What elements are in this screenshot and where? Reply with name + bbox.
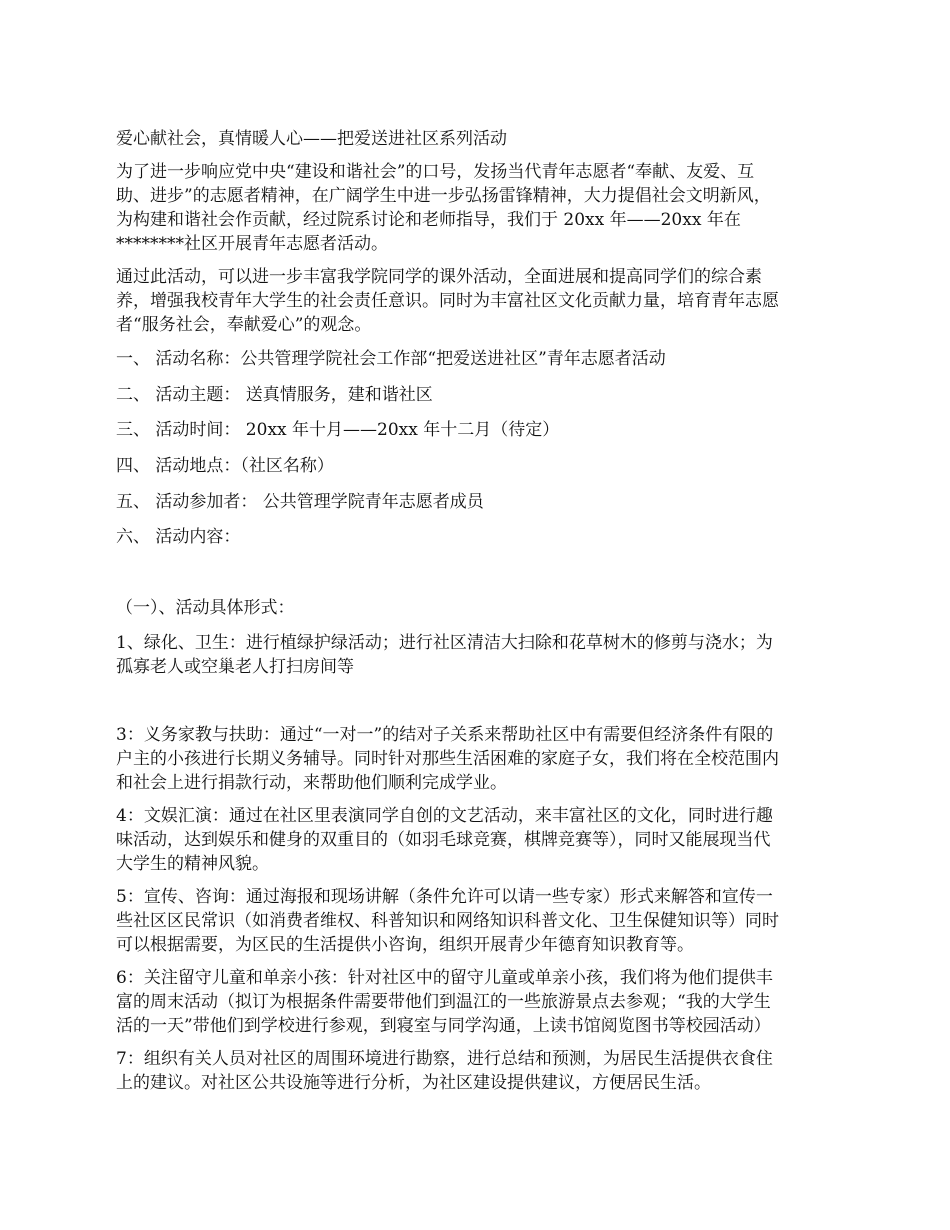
- intro-line: ********社区开展青年志愿者活动。: [116, 234, 388, 254]
- intro-line: 为了进一步响应党中央“建设和谐社会”的口号，发扬当代青年志愿者“奉献、友爱、互: [116, 162, 755, 182]
- purpose-line: 养，增强我校青年大学生的社会责任意识。同时为丰富社区文化贡献力量，培育青年志愿: [116, 291, 779, 311]
- paragraph-line: 大学生的精神风貌。: [116, 854, 269, 874]
- paragraph-line: 孤寡老人或空巢老人打扫房间等: [116, 657, 354, 677]
- paragraph-line: 4：文娱汇演：通过在社区里表演同学自创的文艺活动，来丰富社区的文化，同时进行趣: [116, 806, 773, 826]
- document-title: 爱心献社会，真情暖人心——把爱送进社区系列活动: [116, 129, 507, 149]
- paragraph-line: 上的建议。对社区公共设施等进行分析，为社区建设提供建议，方便居民生活。: [116, 1073, 711, 1093]
- list-item-activity-location: 四、 活动地点：（社区名称）: [116, 456, 334, 476]
- purpose-line: 通过此活动，可以进一步丰富我学院同学的课外活动，全面进展和提高同学们的综合素: [116, 267, 762, 287]
- sub-heading: （一）、活动具体形式：: [116, 598, 295, 618]
- intro-line: 为构建和谐社会作贡献，经过院系讨论和老师指导，我们于 20xx 年——20xx 年在: [116, 210, 741, 230]
- paragraph-line: 户主的小孩进行长期义务辅导。同时针对那些生活困难的家庭子女，我们将在全校范围内: [116, 749, 779, 769]
- paragraph-line: 7：组织有关人员对社区的周围环境进行勘察，进行总结和预测，为居民生活提供衣食住: [116, 1049, 773, 1069]
- list-item-activity-name: 一、 活动名称：公共管理学院社会工作部“把爱送进社区”青年志愿者活动: [116, 349, 666, 369]
- purpose-line: 者“服务社会，奉献爱心”的观念。: [116, 315, 372, 335]
- paragraph-line: 富的周末活动（拟订为根据条件需要带他们到温江的一些旅游景点去参观；“我的大学生: [116, 992, 771, 1012]
- list-item-activity-content: 六、 活动内容：: [116, 527, 241, 547]
- intro-line: 助、进步”的志愿者精神，在广阔学生中进一步弘扬雷锋精神，大力提倡社会文明新风，: [116, 186, 771, 206]
- paragraph-line: 5：宣传、咨询：通过海报和现场讲解（条件允许可以请一些专家）形式来解答和宣传一: [116, 887, 773, 907]
- paragraph-line: 1、绿化、卫生：进行植绿护绿活动；进行社区清洁大扫除和花草树木的修剪与浇水；为: [116, 633, 773, 653]
- paragraph-line: 3：义务家教与扶助：通过“一对一”的结对子关系来帮助社区中有需要但经济条件有限的: [116, 725, 774, 745]
- paragraph-line: 可以根据需要，为区民的生活提供小咨询，组织开展青少年德育知识教育等。: [116, 935, 694, 955]
- list-item-participants: 五、 活动参加者： 公共管理学院青年志愿者成员: [116, 492, 484, 512]
- paragraph-line: 味活动，达到娱乐和健身的双重目的（如羽毛球竞赛，棋牌竞赛等），同时又能展现当代: [116, 830, 771, 850]
- list-item-activity-theme: 二、 活动主题： 送真情服务，建和谐社区: [116, 385, 433, 405]
- paragraph-line: 和社会上进行捐款行动，来帮助他们顺利完成学业。: [116, 773, 507, 793]
- paragraph-line: 活的一天”带他们到学校进行参观，到寝室与同学沟通，上读书馆阅览图书等校园活动）: [116, 1016, 771, 1036]
- list-item-activity-time: 三、 活动时间： 20xx 年十月——20xx 年十二月（待定）: [116, 420, 560, 440]
- paragraph-line: 6：关注留守儿童和单亲小孩：针对社区中的留守儿童或单亲小孩，我们将为他们提供丰: [116, 968, 773, 988]
- paragraph-line: 些社区区民常识（如消费者维权、科普知识和网络知识科普文化、卫生保健知识等）同时: [116, 911, 779, 931]
